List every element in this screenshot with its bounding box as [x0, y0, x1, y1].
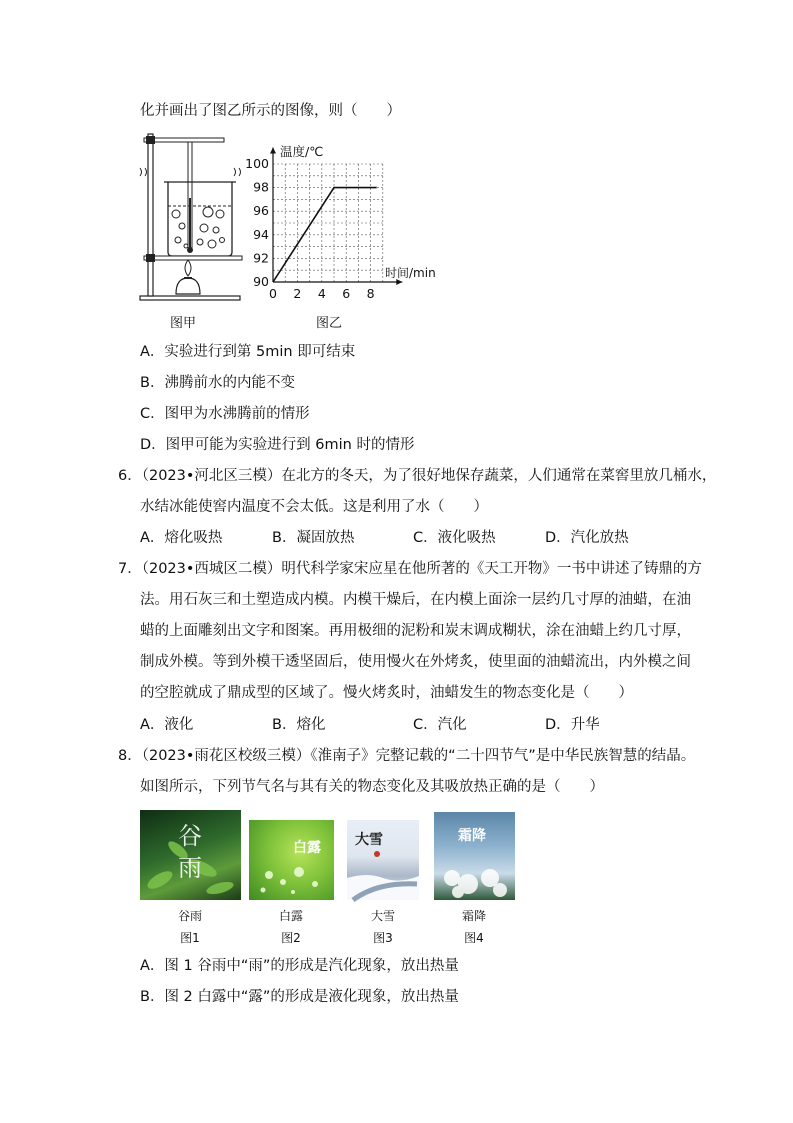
- q8-stem-line-2: 如图所示，下列节气名与其有关的物态变化及其吸放热正确的是（ ）: [140, 779, 604, 795]
- q6-option-a[interactable]: A．熔化吸热: [140, 530, 223, 546]
- q6-option-c[interactable]: C．液化吸热: [413, 530, 496, 546]
- q7-stem-line-1: 7．（2023•西城区二模）明代科学家宋应星在他所著的《天工开物》一书中讲述了铸鼎的方: [118, 561, 702, 577]
- image-shuangjiang: [434, 812, 515, 900]
- chart-x-tick-label: 2: [293, 286, 302, 301]
- chart-y-tick-label: 92: [253, 250, 269, 266]
- q7-stem-line-5: 的空腔就成了鼎成型的区域了。慢火烤炙时，油蜡发生的物态变化是（ ）: [140, 685, 633, 701]
- svg-text:白露: 白露: [293, 840, 321, 856]
- guyu-art-text: 谷雨: [178, 822, 202, 882]
- q8-option-a[interactable]: A．图 1 谷雨中“雨”的形成是汽化现象，放出热量: [140, 958, 459, 974]
- svg-text:霜降: 霜降: [458, 828, 486, 844]
- q5-option-c[interactable]: C．图甲为水沸腾前的情形: [140, 406, 310, 422]
- figure-number-2: 图2: [281, 931, 301, 945]
- chart-y-axis-label: 温度/℃: [280, 144, 324, 159]
- figure-yi-caption: 图乙: [315, 316, 342, 331]
- q7-option-b[interactable]: B．熔化: [272, 717, 326, 733]
- image-guyu: [140, 810, 241, 900]
- q7-stem-line-2: 法。用石灰三和土塑造成内模。内模干燥后，在内模上面涂一层约几寸厚的油蜡，在油: [140, 592, 691, 608]
- figure-number-4: 图4: [464, 931, 484, 945]
- q7-stem-line-3: 蜡的上面雕刻出文字和图案。再用极细的泥粉和炭末调成糊状，涂在油蜡上约几寸厚，: [140, 623, 691, 639]
- chart-x-tick-label: 0: [269, 286, 277, 301]
- image-label-3: 大雪: [370, 909, 395, 923]
- figure-jia-caption: 图甲: [169, 316, 196, 331]
- q8-option-b[interactable]: B．图 2 白露中“露”的形成是液化现象，放出热量: [140, 989, 459, 1005]
- apparatus-figure: [130, 128, 245, 306]
- q7-option-d[interactable]: D．升华: [545, 717, 600, 733]
- chart-y-axis-arrow: [270, 147, 276, 153]
- svg-text:大雪: 大雪: [355, 832, 383, 848]
- q6-stem-line-1: 6．（2023•河北区三模）在北方的冬天，为了很好地保存蔬菜，人们通常在菜窖里放几桶水，: [118, 468, 717, 484]
- q5-intro-line: 化并画出了图乙所示的图像，则（ ）: [140, 103, 401, 119]
- figure-number-1: 图1: [180, 931, 200, 945]
- q6-option-b[interactable]: B．凝固放热: [272, 530, 355, 546]
- chart-x-tick-label: 6: [342, 286, 351, 301]
- chart-x-tick-label: 4: [317, 286, 326, 301]
- image-label-4: 霜降: [461, 909, 486, 923]
- chart-x-tick-label: 8: [366, 286, 375, 301]
- chart-y-tick-label: 90: [253, 274, 269, 289]
- q5-option-b[interactable]: B．沸腾前水的内能不变: [140, 375, 295, 391]
- q6-stem-line-2: 水结冰能使窖内温度不会太低。这是利用了水（ ）: [140, 499, 488, 515]
- temperature-time-chart: [245, 140, 445, 305]
- figure-number-3: 图3: [373, 931, 393, 945]
- image-daxue: [347, 820, 419, 900]
- chart-y-tick-label: 96: [253, 203, 269, 219]
- image-label-1: 谷雨: [177, 909, 202, 923]
- image-bailu: [249, 820, 334, 900]
- q7-option-c[interactable]: C．汽化: [413, 717, 467, 733]
- q8-stem-line-1: 8．（2023•雨花区校级三模）《淮南子》完整记载的“二十四节气”是中华民族智慧的结晶。: [118, 748, 696, 764]
- q7-option-a[interactable]: A．液化: [140, 717, 194, 733]
- chart-y-tick-label: 100: [245, 156, 269, 171]
- image-label-2: 白露: [278, 909, 303, 923]
- chart-y-tick-label: 94: [253, 226, 269, 242]
- chart-y-tick-label: 98: [253, 179, 269, 195]
- q6-option-d[interactable]: D．汽化放热: [545, 530, 629, 546]
- q5-option-a[interactable]: A．实验进行到第 5min 即可结束: [140, 344, 356, 360]
- chart-x-axis-label: 时间/min: [385, 266, 436, 280]
- q5-option-d[interactable]: D．图甲可能为实验进行到 6min 时的情形: [140, 437, 415, 453]
- q7-stem-line-4: 制成外模。等到外模干透坚固后，使用慢火在外烤炙，使里面的油蜡流出，内外模之间: [140, 654, 691, 670]
